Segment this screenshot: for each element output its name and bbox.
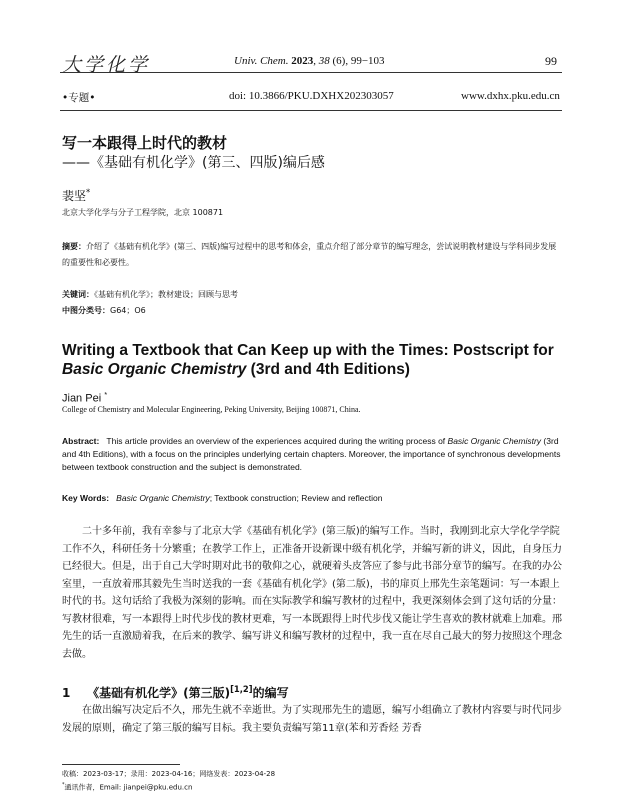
zh-abstract-label: 摘要： bbox=[62, 242, 86, 251]
journal-logo: 大学化学 bbox=[62, 55, 151, 76]
zh-classification bbox=[62, 305, 146, 316]
journal-issue: (6) bbox=[332, 55, 346, 67]
footnote-contact bbox=[62, 782, 192, 792]
zh-keywords-text: 《基础有机化学》；教材建设；回顾与思考 bbox=[94, 290, 238, 299]
en-author-name: Jian Pei bbox=[62, 392, 102, 405]
footnote-rule bbox=[62, 764, 180, 765]
zh-class-text: G64；O6 bbox=[110, 306, 146, 315]
en-keywords bbox=[62, 493, 382, 503]
en-abstract-b: (3rd and 4th Editions), with a focus on the principles underlying certain chapters. Moreover, the importance of synchronous developments between textbook construction and the subject is demonstrated. bbox=[62, 436, 561, 472]
zh-affiliation: 北京大学化学与分子工程学院，北京 100871 bbox=[62, 208, 224, 217]
en-abstract-label: Abstract: bbox=[62, 436, 100, 446]
header-rule bbox=[60, 72, 562, 73]
zh-abstract-text: 介绍了《基础有机化学》(第三、四版)编写过程中的思考和体会，重点介绍了部分章节的编写理念，尝试说明教材建设与学科同步发展的重要性和必要性。 bbox=[62, 242, 557, 267]
en-keywords-rest: ; Textbook construction; Review and reflection bbox=[209, 493, 383, 503]
zh-author-mark: * bbox=[86, 187, 91, 197]
footnote-contact-mark: * bbox=[62, 782, 65, 788]
section-heading-1 bbox=[62, 684, 289, 701]
zh-title: 写一本跟得上时代的教材 bbox=[62, 134, 228, 152]
footnote-dates: 收稿：2023-03-17；录用：2023-04-16；网络发表：2023-04-28 bbox=[62, 770, 276, 778]
journal-volume: 38 bbox=[318, 55, 330, 67]
en-title-end: (3rd and 4th Editions) bbox=[246, 361, 410, 378]
journal-citation: Univ. Chem. 2023, 38 (6), 99−103 bbox=[234, 55, 385, 67]
zh-abstract bbox=[62, 239, 562, 271]
zh-author bbox=[62, 187, 90, 204]
en-title-main: Writing a Textbook that Can Keep up with the Times: Postscript for bbox=[62, 342, 554, 359]
journal-website[interactable]: www.dxhx.pku.edu.cn bbox=[461, 90, 560, 102]
doi[interactable]: doi: 10.3866/PKU.DXHX202303057 bbox=[229, 90, 394, 102]
en-author bbox=[62, 390, 107, 405]
journal-pages: 99−103 bbox=[350, 55, 385, 67]
journal-year: 2023 bbox=[291, 55, 314, 67]
section-ref[interactable]: [1,2] bbox=[230, 684, 253, 694]
zh-keywords bbox=[62, 289, 238, 300]
column-label: •专题• bbox=[62, 92, 96, 104]
page-number: 99 bbox=[545, 54, 557, 68]
en-title-italic: Basic Organic Chemistry bbox=[62, 361, 247, 378]
section-suffix: 的编写 bbox=[252, 686, 289, 700]
en-affiliation: College of Chemistry and Molecular Engineering, Peking University, Beijing 100871, China. bbox=[62, 405, 361, 414]
journal-name: Univ. Chem. bbox=[234, 55, 289, 67]
en-abstract-a: This article provides an overview of the experiences acquired during the writing process of bbox=[106, 436, 448, 446]
meta-rule bbox=[60, 110, 562, 111]
body-paragraph-2: 在做出编写决定后不久，邢先生就不幸逝世。为了实现邢先生的遗愿，编写小组确立了教材内容要与时代同步发展的原则，确定了第三版的编写目标。我主要负责编写第11章(苯和芳香烃 芳香 bbox=[62, 705, 562, 734]
section-number: 1 bbox=[62, 686, 71, 700]
footnote-contact-text[interactable]: 通讯作者，Email: jianpei@pku.edu.cn bbox=[64, 783, 193, 792]
zh-class-label: 中图分类号： bbox=[62, 306, 110, 315]
body-paragraph-1: 二十多年前，我有幸参与了北京大学《基础有机化学》(第三版)的编写工作。当时，我刚到北京大学化学学院工作不久，科研任务十分繁重；在教学工作上，正准备开设新课中级有机化学，并编写新的讲义，因此，自身压力已经很大。但是，出于自己大学时期对此书的敬仰之心，就硬着头皮答应了参与此书部分章节的编写。在我的办公室里，一直放着邢其毅先生当时送我的一套《基础有机化学》(第二版)，书的扉页上邢先生亲笔题词：写一本跟上时代的书。这句话给了我极为深刻的影响。而在实际教学和编写教材的过程中，我更深刻体会到了这句话的分量：写教材很难，写一本跟得上时代步伐的教材更难，写一本既跟得上时代步伐又能让学生喜欢的教材就难上加难。邢先生的话一直激励着我，在后来的教学、编写讲义和编写教材的过程中，我一直在尽自己最大的努力按照这个理念去做。 bbox=[62, 526, 562, 660]
en-keyword-1: Basic Organic Chemistry bbox=[116, 493, 210, 503]
zh-subtitle: ——《基础有机化学》(第三、四版)编后感 bbox=[62, 155, 325, 171]
en-abstract bbox=[62, 435, 564, 474]
en-keywords-label: Key Words: bbox=[62, 493, 110, 503]
section-title: 《基础有机化学》(第三版) bbox=[87, 686, 231, 700]
zh-author-name: 裴坚 bbox=[62, 189, 87, 203]
en-abstract-italic: Basic Organic Chemistry bbox=[447, 436, 542, 446]
en-title bbox=[62, 341, 572, 379]
en-author-mark: * bbox=[104, 390, 108, 399]
zh-keywords-label: 关键词： bbox=[62, 290, 94, 299]
